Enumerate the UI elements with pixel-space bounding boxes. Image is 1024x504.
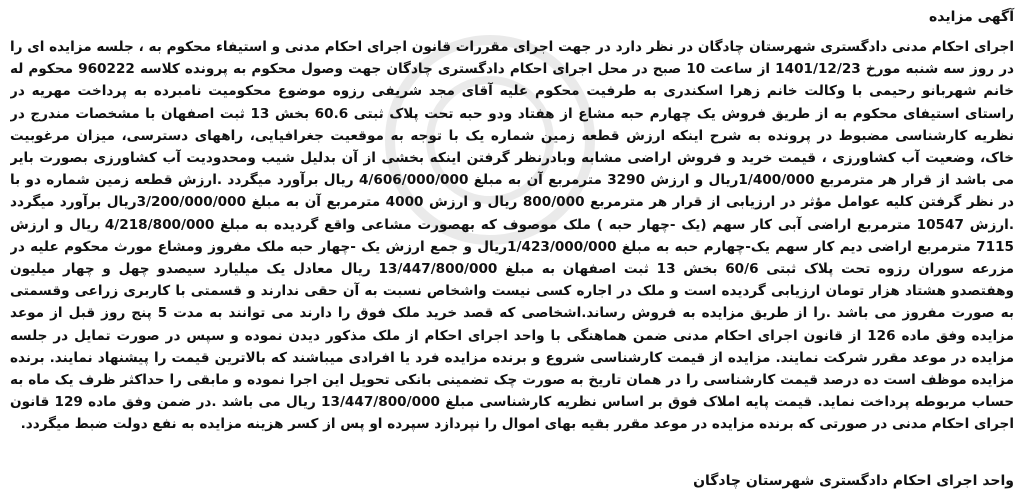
- notice-body: اجرای احکام مدنی دادگستری شهرستان چادگان در نظر دارد در جهت اجرای مقررات قانون اجرای احکام مدنی و استیفاء محکوم به ، جلسه مزایده ای را در روز سه شنبه مورخ 1401/12/23 از ساعت 10 صبح در محل اجرای احکام دادگستری چادگان جهت وصول محکوم به پرونده کلاسه 960222 محکوم له خانم شهربانو رحیمی با وکالت خانم زهرا اسکندری به طرفیت محکوم علیه آقای مجد شریفی رزوه موضوع محکومیت نامبرده به پرداخت مهریه در راستای استیفای محکوم به از طریق فروش یک چهارم حبه مشاع از هفتاد ودو حبه تحت پلاک ثبتی 60.6 بخش 13 ثبت اصفهان با مشخصات مندرج در نظریه کارشناسی مضبوط در پرونده به شرح اینکه ارزش قطعه زمین شماره یک با توجه به موقعیت جغرافیایی، راههای دسترسی، میزان مرغوبیت خاک، وضعیت آب کشاورزی ، قیمت خرید و فروش اراضی مشابه وبادرنظر گرفتن اینکه بخشی از آن بدلیل شیب ومحدودیت آب کشاورزی بصورت بایر می باشد از قرار هر مترمربع 1/400/000ریال و ارزش 3290 مترمربع آن به مبلغ 4/606/000/000 ریال برآورد میگردد .ارزش قطعه زمین شماره دو با در نظر گرفتن کلیه عوامل مؤثر در ارزیابی از قرار هر مترمربع 800/000 ریال و ارزش 4000 مترمربع آن به مبلغ 3/200/000/000ریال برآورد میگردد .ارزش 10547 مترمربع اراضی آبی کار سهم (یک -چهار حبه ) ملک موصوف که بهصورت مشاعی واقع گردیده به مبلغ 4/218/800/000 ریال و ارزش 7115 مترمربع اراضی دیم کار سهم یک-چهارم حبه به مبلغ 1/423/000/000ریال و جمع ارزش یک -چهار حبه ملک مفروز ومشاع مورث محکوم علیه در مزرعه سوران رزوه تحت پلاک ثبتی 60/6 بخش 13 ثبت اصفهان به مبلغ 13/447/800/000 ریال معادل یک میلیارد سیصدو چهل و چهار میلیون وهفتصدو هشتاد هزار تومان ارزیابی گردیده است و ملک در اجاره کسی نیست واشخاص نسبت به آن حقی ندارند و قسمتی با کاربری زراعی وقسمتی به صورت مفروز می باشد .را از طریق مزایده به فروش رساند.اشخاصی که قصد خرید ملک فوق را دارند می توانند به مدت 5 پنج روز قبل از موعد مزایده وفق ماده 126 از قانون اجرای احکام مدنی ضمن هماهنگی با واحد اجرای احکام از ملک مذکور دیدن نموده و سپس در صورت تمایل در جلسه مزایده در موعد مقرر شرکت نمایند. مزایده از قیمت کارشناسی شروع و برنده مزایده فرد یا افرادی میباشند که بالاترین قیمت را پیشنهاد نمایند. برنده مزایده موظف است ده درصد قیمت کارشناسی را در همان تاریخ به صورت چک تضمینی بانکی تحویل این اجرا نموده و مابقی را حداکثر ظرف یک ماه به حساب مربوطه پرداخت نماید. قیمت پایه املاک فوق بر اساس نظریه کارشناسی مبلغ 13/447/800/000 ریال می باشد .در ضمن وفق ماده 129 قانون اجرای احکام مدنی در صورتی که برنده مزایده در موعد مقرر بقیه بهای اموال را نپردازد سپرده او پس از کسر هزینه مزایده به نفع دولت ضبط میگردد.: [10, 39, 1014, 433]
- notice-footer: واحد اجرای احکام دادگستری شهرستان چادگان: [693, 473, 1014, 489]
- notice-title: آگهی مزایده: [928, 9, 1014, 25]
